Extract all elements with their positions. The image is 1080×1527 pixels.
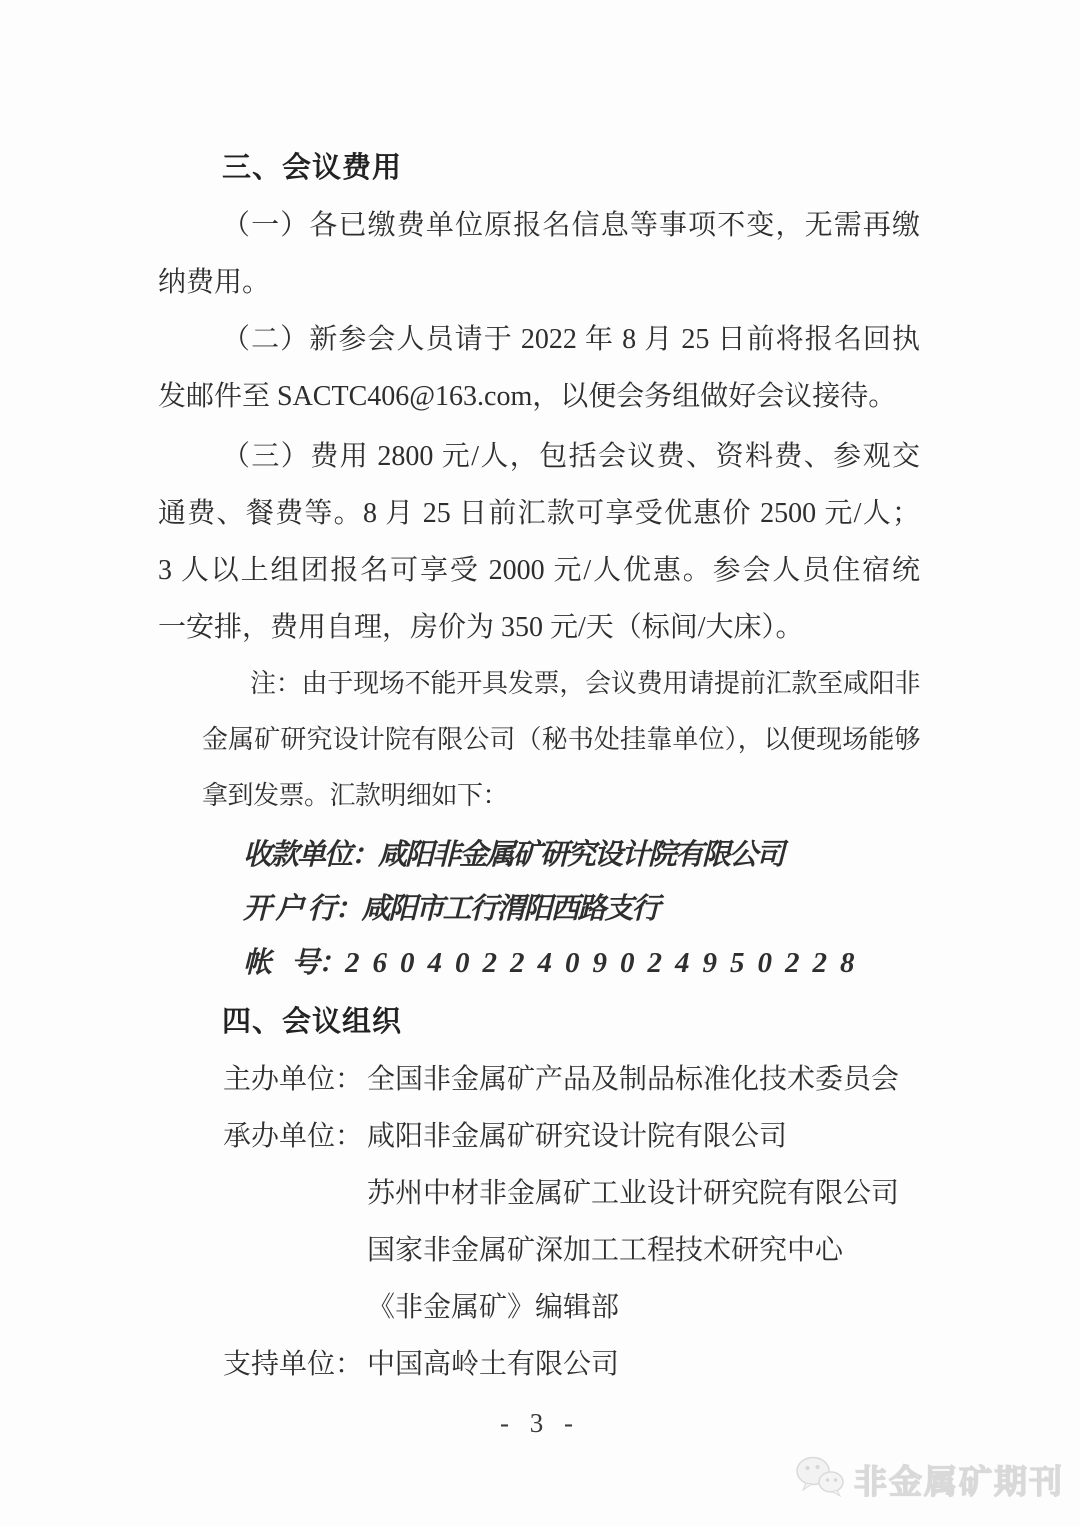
bank-value: 咸阳市工行渭阳西路支行 xyxy=(361,893,659,925)
fees-para2-line: （二）新参会人员请于 2022 年 8 月 25 日前将报名回执 xyxy=(222,324,920,355)
note-line: 金属矿研究设计院有限公司（秘书处挂靠单位），以便现场能够 xyxy=(202,725,920,754)
bank-label: 开 户 行： xyxy=(243,893,362,925)
fees-para2-line: 发邮件至 SACTC406@163.com，以便会务组做好会议接待。 xyxy=(158,381,897,412)
org-row xyxy=(158,1222,920,1279)
org-row xyxy=(158,1336,920,1393)
fees-para3-line: （三）费用 2800 元/人，包括会议费、资料费、参观交 xyxy=(222,441,920,472)
account-label: 帐 号： xyxy=(243,947,346,979)
wechat-icon xyxy=(794,1455,846,1504)
org-label: 主办单位： xyxy=(223,1064,364,1095)
org-value: 国家非金属矿深加工工程技术研究中心 xyxy=(367,1235,844,1266)
bank-row xyxy=(243,882,920,936)
org-row xyxy=(158,1165,920,1222)
org-label xyxy=(223,1222,367,1279)
fees-para3-line: 通费、餐费等。8 月 25 日前汇款可享受优惠价 2500 元/人； xyxy=(158,498,920,529)
org-value: 全国非金属矿产品及制品标准化技术委员会 xyxy=(367,1064,900,1095)
org-label xyxy=(223,1279,367,1336)
org-value: 中国高岭土有限公司 xyxy=(367,1349,620,1380)
fees-para3-line: 一安排，费用自理，房价为 350 元/天（标间/大床）。 xyxy=(158,612,804,643)
org-label xyxy=(223,1165,367,1222)
payee-row xyxy=(243,828,920,882)
payee-label: 收款单位： xyxy=(243,839,379,871)
account-number: 2604022409024950228 xyxy=(345,947,868,979)
note-line: 注：由于现场不能开具发票，会议费用请提前汇款至咸阳非 xyxy=(250,669,920,698)
org-row xyxy=(158,1279,920,1336)
watermark-text: 非金属矿期刊 xyxy=(854,1463,1064,1500)
fees-para3-line: 3 人以上组团报名可享受 2000 元/人优惠。参会人员住宿统 xyxy=(158,555,920,586)
section4-heading: 四、会议组织 xyxy=(222,1006,403,1038)
org-label: 支持单位： xyxy=(223,1349,364,1380)
org-value: 《非金属矿》编辑部 xyxy=(367,1292,620,1323)
remittance-details xyxy=(243,828,920,990)
org-row xyxy=(158,1108,920,1165)
org-row xyxy=(158,1051,920,1108)
payment-note xyxy=(202,656,920,824)
org-label: 承办单位： xyxy=(223,1121,364,1152)
journal-watermark xyxy=(794,1455,1064,1504)
org-value: 苏州中材非金属矿工业设计研究院有限公司 xyxy=(367,1178,900,1209)
page-number: - 3 - xyxy=(500,1408,580,1438)
section3-heading: 三、会议费用 xyxy=(222,152,403,184)
fees-para1-line: 纳费用。 xyxy=(158,267,271,298)
document-content xyxy=(158,140,920,1393)
note-line: 拿到发票。汇款明细如下： xyxy=(202,781,509,810)
org-value: 咸阳非金属矿研究设计院有限公司 xyxy=(367,1121,788,1152)
account-row xyxy=(243,936,920,990)
fees-para1-line: （一）各已缴费单位原报名信息等事项不变，无需再缴 xyxy=(222,210,920,241)
payee-value: 咸阳非金属矿研究设计院有限公司 xyxy=(378,839,784,871)
